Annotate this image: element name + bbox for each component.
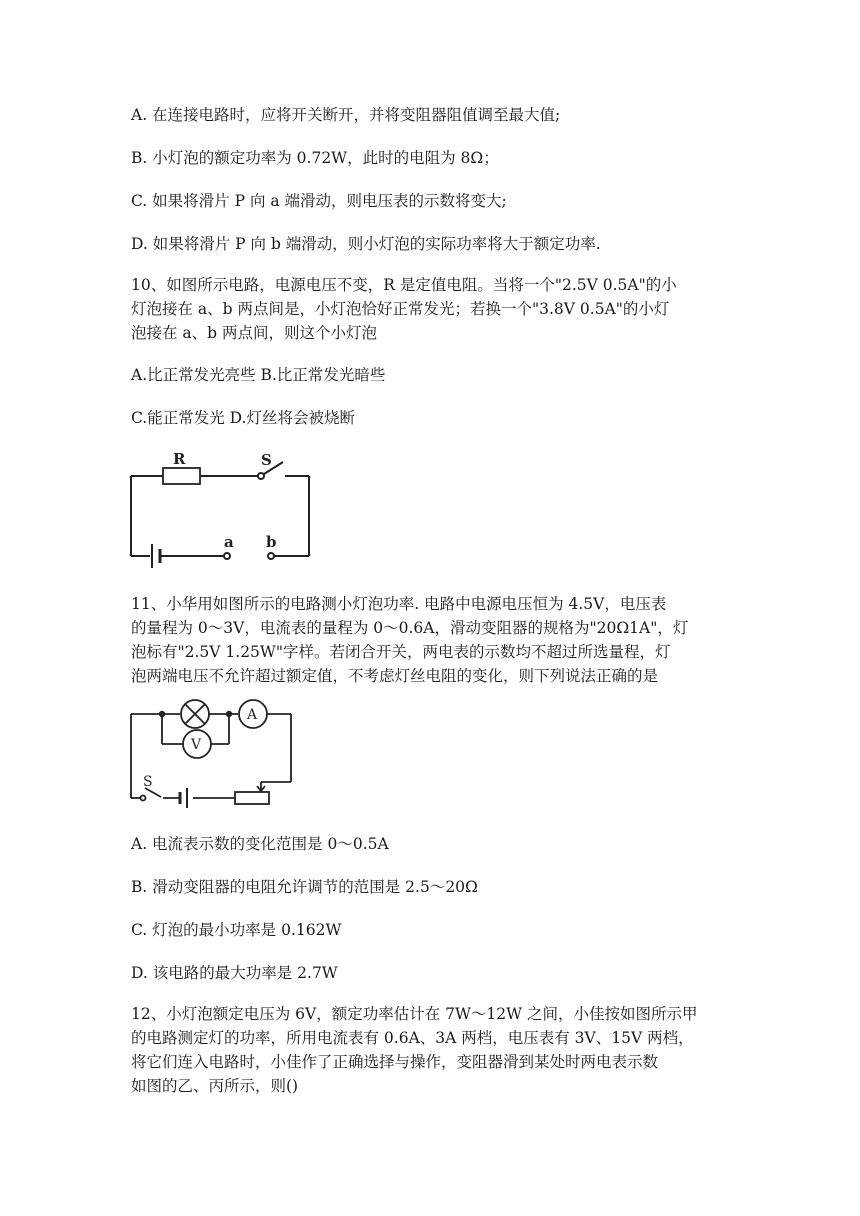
q11-stem-line: 泡标有"2.5V 1.25W"字样。若闭合开关，两电表的示数均不超过所选量程，灯	[131, 643, 671, 661]
terminal-b	[268, 553, 274, 559]
q9-option-c: C. 如果将滑片 P 向 a 端滑动，则电压表的示数将变大;	[131, 192, 507, 210]
q10-stem-line: 灯泡接在 a、b 两点间是，小灯泡恰好正常发光；若换一个"3.8V 0.5A"的小灯	[131, 300, 670, 318]
q10-options-cd: C.能正常发光 D.灯丝将会被烧断	[131, 409, 355, 427]
q11-option-d: D. 该电路的最大功率是 2.7W	[131, 964, 338, 982]
q9-option-a: A. 在连接电路时，应将开关断开，并将变阻器阻值调至最大值;	[131, 106, 561, 124]
q12-stem-line: 如图的乙、丙所示，则()	[131, 1077, 299, 1095]
q11-option-c: C. 灯泡的最小功率是 0.162W	[131, 921, 342, 939]
q11-stem	[131, 592, 731, 688]
terminal-a	[224, 553, 230, 559]
q10-options-ab: A.比正常发光亮些 B.比正常发光暗些	[131, 366, 386, 384]
resistor-symbol	[163, 468, 200, 484]
q10-stem-line: 10、如图所示电路，电源电压不变，R 是定值电阻。当将一个"2.5V 0.5A"的小	[131, 276, 677, 294]
point-b-label: b	[266, 533, 277, 551]
q12-stem-line: 将它们连入电路时，小佳作了正确选择与操作，变阻器滑到某处时两电表示数	[131, 1053, 659, 1071]
voltmeter-label: V	[191, 737, 202, 753]
resistor-label: R	[173, 450, 186, 468]
switch-label: S	[261, 451, 272, 469]
q11-stem-line: 的量程为 0～3V，电流表的量程为 0～0.6A，滑动变阻器的规格为"20Ω1A"，灯	[131, 619, 689, 637]
q10-stem	[131, 273, 731, 345]
q9-option-b: B. 小灯泡的额定功率为 0.72W，此时的电阻为 8Ω；	[131, 149, 499, 167]
q12-stem-line: 12、小灯泡额定电压为 6V，额定功率估计在 7W～12W 之间，小佳按如图所示甲	[131, 1005, 698, 1023]
q9-option-d: D. 如果将滑片 P 向 b 端滑动，则小灯泡的实际功率将大于额定功率.	[131, 235, 601, 253]
q10-circuit-diagram	[125, 448, 315, 568]
switch-contact	[141, 796, 146, 801]
rheostat-symbol	[235, 792, 269, 804]
q11-option-b: B. 滑动变阻器的电阻允许调节的范围是 2.5～20Ω	[131, 878, 478, 896]
switch-contact	[258, 473, 264, 479]
q10-stem-line: 泡接在 a、b 两点间，则这个小灯泡	[131, 324, 378, 342]
q11-stem-line: 泡两端电压不允许超过额定值，不考虑灯丝电阻的变化，则下列说法正确的是	[131, 667, 659, 685]
q12-stem-line: 的电路测定灯的功率，所用电流表有 0.6A、3A 两档，电压表有 3V、15V 两档，	[131, 1029, 694, 1047]
q11-stem-line: 11、小华用如图所示的电路测小灯泡功率. 电路中电源电压恒为 4.5V，电压表	[131, 595, 667, 613]
switch-label: S	[143, 774, 153, 790]
q11-option-a: A. 电流表示数的变化范围是 0～0.5A	[131, 835, 389, 853]
q12-stem	[131, 1002, 731, 1098]
ammeter-label: A	[247, 707, 258, 723]
point-a-label: a	[224, 533, 234, 551]
q11-circuit-diagram	[125, 698, 300, 810]
